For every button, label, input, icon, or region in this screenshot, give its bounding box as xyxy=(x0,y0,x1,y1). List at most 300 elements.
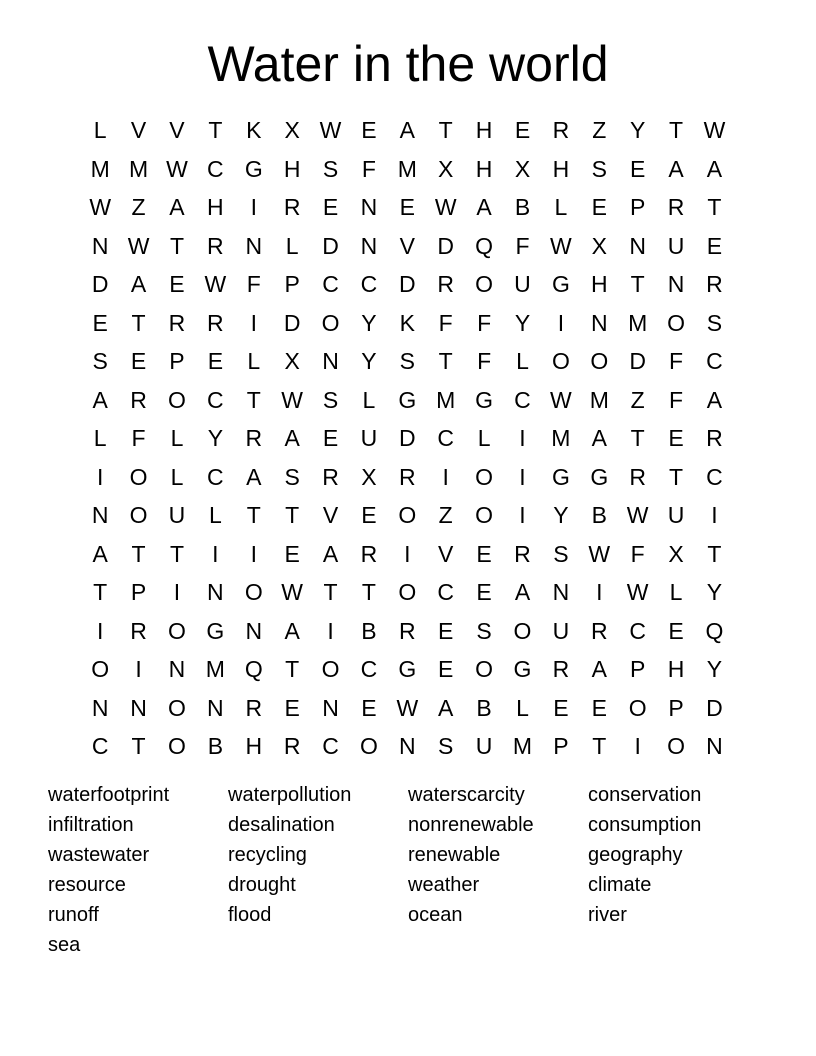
grid-letter[interactable]: W xyxy=(166,155,188,182)
grid-letter[interactable]: A xyxy=(438,694,454,721)
grid-letter[interactable]: E xyxy=(438,617,454,644)
grid-letter[interactable]: C xyxy=(514,386,531,413)
grid-letter[interactable]: I xyxy=(250,194,257,220)
grid-letter[interactable]: I xyxy=(97,617,104,644)
grid-letter[interactable]: O xyxy=(168,386,186,413)
grid-letter[interactable]: R xyxy=(168,309,186,336)
grid-letter[interactable]: Y xyxy=(207,425,224,451)
grid-letter[interactable]: Z xyxy=(438,502,453,528)
grid-letter[interactable]: P xyxy=(169,348,185,374)
grid-letter[interactable]: A xyxy=(591,656,607,682)
grid-letter[interactable]: O xyxy=(129,463,148,490)
grid-letter[interactable]: F xyxy=(438,309,453,336)
grid-letter[interactable]: E xyxy=(361,694,377,721)
grid-letter[interactable]: L xyxy=(554,194,568,220)
grid-letter[interactable]: T xyxy=(669,463,684,490)
grid-letter[interactable]: T xyxy=(361,579,376,605)
grid-letter[interactable]: C xyxy=(629,617,646,644)
grid-letter[interactable]: L xyxy=(208,502,222,528)
grid-letter[interactable]: G xyxy=(398,386,417,413)
grid-letter[interactable]: Y xyxy=(514,309,531,336)
grid-letter[interactable]: T xyxy=(131,309,146,336)
grid-letter[interactable]: E xyxy=(361,117,377,143)
grid-letter[interactable]: C xyxy=(360,656,378,682)
grid-letter[interactable]: N xyxy=(706,733,723,759)
grid-letter[interactable]: T xyxy=(208,117,223,143)
grid-letter[interactable]: A xyxy=(169,194,185,220)
grid-letter[interactable]: M xyxy=(205,656,225,682)
grid-letter[interactable]: C xyxy=(91,733,109,759)
grid-letter[interactable]: M xyxy=(628,309,648,336)
grid-letter[interactable]: H xyxy=(475,117,493,143)
grid-letter[interactable]: N xyxy=(91,502,109,528)
grid-letter[interactable]: T xyxy=(131,540,146,567)
grid-letter[interactable]: E xyxy=(553,694,569,721)
grid-letter[interactable]: W xyxy=(703,117,726,143)
grid-letter[interactable]: O xyxy=(475,502,494,528)
grid-letter[interactable]: N xyxy=(360,232,378,259)
grid-letter[interactable]: O xyxy=(129,502,148,528)
grid-letter[interactable]: W xyxy=(319,117,342,143)
grid-letter[interactable]: I xyxy=(519,425,526,451)
grid-letter[interactable]: Q xyxy=(705,617,724,644)
grid-letter[interactable]: O xyxy=(398,502,417,528)
grid-letter[interactable]: Y xyxy=(706,579,723,605)
grid-letter[interactable]: A xyxy=(92,540,108,567)
grid-letter[interactable]: W xyxy=(626,502,649,528)
grid-letter[interactable]: C xyxy=(322,271,339,297)
grid-letter[interactable]: W xyxy=(127,232,150,259)
grid-letter[interactable]: I xyxy=(634,733,641,759)
grid-letter[interactable]: F xyxy=(669,348,684,374)
word-bank-item: climate xyxy=(588,874,652,896)
grid-letter[interactable]: L xyxy=(247,348,261,374)
grid-letter[interactable]: X xyxy=(284,348,300,374)
grid-letter[interactable]: I xyxy=(519,502,526,528)
grid-letter[interactable]: G xyxy=(590,463,609,490)
grid-letter[interactable]: W xyxy=(204,271,227,297)
grid-letter[interactable]: F xyxy=(477,309,492,336)
grid-letter[interactable]: T xyxy=(169,540,184,567)
grid-letter[interactable]: F xyxy=(361,155,376,182)
grid-letter[interactable]: E xyxy=(399,194,415,220)
grid-row xyxy=(81,150,734,189)
grid-letter[interactable]: S xyxy=(284,463,300,490)
grid-letter[interactable]: M xyxy=(436,386,456,413)
grid-letter[interactable]: O xyxy=(168,694,186,721)
grid-letter[interactable]: A xyxy=(130,271,147,297)
grid-letter[interactable]: A xyxy=(706,155,723,182)
grid-letter[interactable]: C xyxy=(360,271,378,297)
grid-letter[interactable]: Y xyxy=(629,117,646,143)
grid-letter[interactable]: A xyxy=(322,540,339,567)
grid-letter[interactable]: G xyxy=(244,155,263,182)
grid-letter[interactable]: E xyxy=(284,694,300,721)
grid-letter[interactable]: I xyxy=(173,579,181,605)
grid-letter[interactable]: C xyxy=(322,733,339,759)
grid-row xyxy=(81,265,734,304)
grid-letter[interactable]: E xyxy=(591,694,607,721)
grid-letter[interactable]: R xyxy=(706,425,723,451)
grid-letter[interactable]: E xyxy=(476,540,492,567)
grid-letter[interactable]: N xyxy=(245,232,263,259)
grid-letter[interactable]: O xyxy=(667,733,685,759)
grid-letter[interactable]: V xyxy=(169,117,185,143)
grid-letter[interactable]: N xyxy=(322,694,339,721)
grid-letter[interactable]: E xyxy=(322,194,339,220)
grid-letter[interactable]: A xyxy=(284,617,300,644)
grid-letter[interactable]: I xyxy=(212,540,219,567)
grid-letter[interactable]: R xyxy=(437,271,455,297)
grid-row xyxy=(81,419,734,458)
grid-letter[interactable]: R xyxy=(399,463,416,490)
grid-letter[interactable]: N xyxy=(322,348,339,374)
grid-letter[interactable]: L xyxy=(477,425,491,451)
grid-letter[interactable]: B xyxy=(361,617,377,644)
grid-letter[interactable]: O xyxy=(590,348,609,374)
grid-letter[interactable]: W xyxy=(281,579,303,605)
grid-letter[interactable]: W xyxy=(89,194,112,220)
grid-letter[interactable]: U xyxy=(667,502,685,528)
grid-letter[interactable]: E xyxy=(591,194,607,220)
grid-letter[interactable]: N xyxy=(399,733,416,759)
grid-letter[interactable]: T xyxy=(630,425,645,451)
grid-letter[interactable]: H xyxy=(590,271,608,297)
grid-letter[interactable]: V xyxy=(322,502,339,528)
word-bank-item: waterpollution xyxy=(228,784,352,806)
grid-letter[interactable]: P xyxy=(629,656,646,682)
grid-letter[interactable]: W xyxy=(588,540,611,567)
grid-letter[interactable]: O xyxy=(321,309,340,336)
grid-letter[interactable]: E xyxy=(476,579,492,605)
grid-letter[interactable]: Y xyxy=(361,348,377,374)
grid-letter[interactable]: R xyxy=(207,309,224,336)
grid-letter[interactable]: W xyxy=(550,232,572,259)
grid-letter[interactable]: A xyxy=(476,194,492,220)
grid-letter[interactable]: O xyxy=(168,733,186,759)
grid-letter[interactable]: U xyxy=(168,502,186,528)
grid-letter[interactable]: E xyxy=(668,425,684,451)
grid-letter[interactable]: E xyxy=(322,425,339,451)
grid-letter[interactable]: N xyxy=(552,579,570,605)
grid-letter[interactable]: H xyxy=(552,155,570,182)
grid-letter[interactable]: G xyxy=(398,656,417,682)
grid-letter[interactable]: R xyxy=(590,617,608,644)
grid-letter[interactable]: N xyxy=(629,232,646,259)
grid-letter[interactable]: V xyxy=(399,232,415,259)
grid-letter[interactable]: R xyxy=(283,194,301,220)
grid-letter[interactable]: L xyxy=(362,386,376,413)
grid-letter[interactable]: I xyxy=(97,463,104,490)
grid-letter[interactable]: F xyxy=(477,348,492,374)
grid-letter[interactable]: D xyxy=(283,309,301,336)
grid-letter[interactable]: P xyxy=(629,194,646,220)
grid-letter[interactable]: A xyxy=(284,425,300,451)
grid-letter[interactable]: R xyxy=(245,694,263,721)
grid-letter[interactable]: O xyxy=(475,656,494,682)
grid-letter[interactable]: D xyxy=(322,232,339,259)
grid-row xyxy=(81,727,734,766)
grid-letter[interactable]: W xyxy=(281,386,303,413)
grid-letter[interactable]: U xyxy=(667,232,685,259)
grid-letter[interactable]: B xyxy=(514,194,531,220)
grid-letter[interactable]: A xyxy=(591,425,607,451)
grid-letter[interactable]: T xyxy=(707,540,722,567)
grid-letter[interactable]: T xyxy=(285,502,300,528)
grid-letter[interactable]: H xyxy=(475,155,493,182)
grid-letter[interactable]: S xyxy=(553,540,569,567)
grid-letter[interactable]: F xyxy=(669,386,684,413)
grid-letter[interactable]: R xyxy=(399,617,416,644)
grid-letter[interactable]: E xyxy=(169,271,185,297)
grid-letter[interactable]: W xyxy=(626,579,649,605)
grid-letter[interactable]: F xyxy=(630,540,645,567)
grid-letter[interactable]: E xyxy=(438,656,454,682)
grid-letter[interactable]: E xyxy=(92,309,108,336)
grid-letter[interactable]: S xyxy=(92,348,108,374)
grid-letter[interactable]: S xyxy=(399,348,415,374)
grid-letter[interactable]: I xyxy=(250,540,257,567)
grid-letter[interactable]: E xyxy=(629,155,646,182)
grid-letter[interactable]: N xyxy=(91,232,109,259)
grid-letter[interactable]: A xyxy=(706,386,723,413)
grid-letter[interactable]: L xyxy=(285,232,299,259)
grid-letter[interactable]: O xyxy=(475,271,494,297)
grid-letter[interactable]: I xyxy=(442,463,449,490)
grid-letter[interactable]: E xyxy=(130,348,147,374)
grid-letter[interactable]: T xyxy=(323,579,338,605)
grid-letter[interactable]: E xyxy=(514,117,531,143)
grid-letter[interactable]: V xyxy=(438,540,454,567)
grid-letter[interactable]: U xyxy=(475,733,493,759)
grid-letter[interactable]: T xyxy=(169,232,184,259)
grid-letter[interactable]: I xyxy=(135,656,142,682)
grid-letter[interactable]: Z xyxy=(592,117,607,143)
grid-letter[interactable]: U xyxy=(552,617,570,644)
grid-letter[interactable]: I xyxy=(327,617,334,644)
grid-letter[interactable]: S xyxy=(476,617,492,644)
grid-letter[interactable]: O xyxy=(551,348,570,374)
grid-letter[interactable]: D xyxy=(706,694,723,721)
grid-letter[interactable]: Y xyxy=(361,309,377,336)
grid-letter[interactable]: X xyxy=(514,155,531,182)
grid-letter[interactable]: L xyxy=(516,694,529,721)
grid-letter[interactable]: W xyxy=(396,694,419,721)
grid-letter[interactable]: S xyxy=(591,155,607,182)
grid-letter[interactable]: M xyxy=(90,155,110,182)
grid-letter[interactable]: C xyxy=(437,579,455,605)
grid-row xyxy=(81,612,734,651)
grid-letter[interactable]: Y xyxy=(706,656,723,682)
grid-letter[interactable]: V xyxy=(130,117,147,143)
grid-letter[interactable]: G xyxy=(206,617,225,644)
grid-letter[interactable]: Y xyxy=(553,502,569,528)
grid-letter[interactable]: O xyxy=(475,463,494,490)
grid-letter[interactable]: D xyxy=(399,425,416,451)
grid-letter[interactable]: D xyxy=(399,271,416,297)
grid-letter[interactable]: E xyxy=(668,617,684,644)
word-bank-item: ocean xyxy=(408,904,463,926)
grid-letter[interactable]: D xyxy=(437,232,455,259)
grid-letter[interactable]: B xyxy=(476,694,492,721)
grid-letter[interactable]: A xyxy=(246,463,262,490)
grid-letter[interactable]: R xyxy=(552,656,570,682)
grid-letter[interactable]: S xyxy=(322,386,339,413)
grid-letter[interactable]: M xyxy=(397,155,417,182)
grid-letter[interactable]: E xyxy=(207,348,224,374)
grid-letter[interactable]: H xyxy=(245,733,263,759)
grid-letter[interactable]: L xyxy=(669,579,683,605)
grid-letter[interactable]: G xyxy=(551,271,570,297)
grid-letter[interactable]: R xyxy=(283,733,301,759)
grid-letter[interactable]: O xyxy=(667,309,685,336)
grid-letter[interactable]: A xyxy=(92,386,108,413)
grid-letter[interactable]: C xyxy=(706,463,723,490)
grid-letter[interactable]: S xyxy=(706,309,723,336)
grid-letter[interactable]: P xyxy=(284,271,300,297)
grid-letter[interactable]: O xyxy=(513,617,532,644)
grid-letter[interactable]: T xyxy=(592,733,607,759)
grid-letter[interactable]: N xyxy=(91,694,109,721)
grid-letter[interactable]: O xyxy=(91,656,110,682)
grid-letter[interactable]: I xyxy=(250,309,257,336)
grid-letter[interactable]: B xyxy=(591,502,607,528)
grid-letter[interactable]: E xyxy=(361,502,377,528)
grid-letter[interactable]: G xyxy=(475,386,494,413)
grid-letter[interactable]: B xyxy=(207,733,224,759)
grid-letter[interactable]: O xyxy=(398,579,417,605)
grid-letter[interactable]: A xyxy=(399,117,415,143)
grid-letter[interactable]: K xyxy=(246,117,262,143)
grid-letter[interactable]: L xyxy=(516,348,529,374)
grid-letter[interactable]: E xyxy=(284,540,300,567)
grid-letter[interactable]: Q xyxy=(475,232,494,259)
grid-letter[interactable]: M xyxy=(551,425,571,451)
grid-letter[interactable]: T xyxy=(669,117,684,143)
grid-letter[interactable]: I xyxy=(404,540,411,567)
grid-letter[interactable]: X xyxy=(361,463,377,490)
grid-letter[interactable]: R xyxy=(245,425,263,451)
grid-letter[interactable]: M xyxy=(589,386,609,413)
grid-letter[interactable]: R xyxy=(322,463,339,490)
grid-row xyxy=(81,496,734,535)
grid-letter[interactable]: M xyxy=(129,155,149,182)
grid-letter[interactable]: N xyxy=(590,309,608,336)
grid-letter[interactable]: T xyxy=(285,656,300,682)
grid-letter[interactable]: C xyxy=(207,155,224,182)
grid-letter[interactable]: F xyxy=(246,271,261,297)
grid-letter[interactable]: Q xyxy=(244,656,263,682)
grid-letter[interactable]: N xyxy=(130,694,147,721)
grid-letter[interactable]: L xyxy=(170,463,184,490)
grid-letter[interactable]: S xyxy=(322,155,339,182)
grid-letter[interactable]: G xyxy=(551,463,570,490)
grid-letter[interactable]: H xyxy=(283,155,301,182)
grid-letter[interactable]: F xyxy=(515,232,530,259)
word-bank-item: weather xyxy=(408,874,480,896)
grid-letter[interactable]: O xyxy=(628,694,647,721)
grid-letter[interactable]: A xyxy=(514,579,531,605)
grid-letter[interactable]: X xyxy=(438,155,454,182)
grid-letter[interactable]: T xyxy=(246,386,261,413)
grid-letter[interactable]: N xyxy=(667,271,685,297)
grid-letter[interactable]: P xyxy=(130,579,147,605)
grid-letter[interactable]: T xyxy=(438,117,453,143)
grid-letter[interactable]: D xyxy=(629,348,646,374)
grid-letter[interactable]: R xyxy=(360,540,378,567)
grid-letter[interactable]: K xyxy=(399,309,415,336)
grid-letter[interactable]: R xyxy=(514,540,531,567)
grid-letter[interactable]: W xyxy=(550,386,572,413)
grid-letter[interactable]: F xyxy=(131,425,146,451)
grid-letter[interactable]: N xyxy=(207,694,224,721)
grid-row xyxy=(81,342,734,381)
grid-letter[interactable]: C xyxy=(706,348,723,374)
grid-letter[interactable]: L xyxy=(170,425,184,451)
grid-letter[interactable]: C xyxy=(207,463,224,490)
grid-letter[interactable]: H xyxy=(667,656,685,682)
grid-letter[interactable]: S xyxy=(438,733,454,759)
grid-letter[interactable]: X xyxy=(284,117,300,143)
grid-letter[interactable]: P xyxy=(553,733,569,759)
grid-letter[interactable]: W xyxy=(434,194,457,220)
grid-letter[interactable]: H xyxy=(207,194,224,220)
grid-letter[interactable]: A xyxy=(668,155,684,182)
grid-letter[interactable]: T xyxy=(131,733,146,759)
grid-letter[interactable]: I xyxy=(557,309,565,336)
grid-letter[interactable]: R xyxy=(667,194,685,220)
grid-letter[interactable]: R xyxy=(130,386,147,413)
grid-letter[interactable]: R xyxy=(706,271,723,297)
grid-letter[interactable]: O xyxy=(359,733,378,759)
grid-letter[interactable]: T xyxy=(630,271,645,297)
grid-letter[interactable]: N xyxy=(245,617,263,644)
grid-letter[interactable]: N xyxy=(168,656,186,682)
grid-letter[interactable]: R xyxy=(130,617,147,644)
grid-letter[interactable]: E xyxy=(706,232,723,259)
grid-letter[interactable]: D xyxy=(91,271,109,297)
grid-letter[interactable]: P xyxy=(668,694,684,721)
grid-letter[interactable]: C xyxy=(207,386,224,413)
grid-letter[interactable]: G xyxy=(513,656,532,682)
grid-letter[interactable]: X xyxy=(668,540,684,567)
grid-letter[interactable]: R xyxy=(629,463,646,490)
grid-letter[interactable]: I xyxy=(519,463,526,490)
grid-letter[interactable]: T xyxy=(707,194,722,220)
grid-letter[interactable]: O xyxy=(244,579,263,605)
grid-letter[interactable]: L xyxy=(93,117,107,143)
grid-letter[interactable]: X xyxy=(591,232,607,259)
grid-letter[interactable]: T xyxy=(438,348,453,374)
grid-letter[interactable]: U xyxy=(360,425,378,451)
grid-letter[interactable]: I xyxy=(596,579,603,605)
grid-letter[interactable]: U xyxy=(514,271,531,297)
grid-letter[interactable]: I xyxy=(711,502,718,528)
grid-letter[interactable]: O xyxy=(321,656,340,682)
grid-letter[interactable]: N xyxy=(207,579,224,605)
grid-letter[interactable]: C xyxy=(437,425,455,451)
grid-letter[interactable]: Z xyxy=(630,386,645,413)
grid-letter[interactable]: R xyxy=(207,232,224,259)
grid-letter[interactable]: M xyxy=(512,733,533,759)
grid-letter[interactable]: L xyxy=(93,425,107,451)
grid-letter[interactable]: Z xyxy=(131,194,146,220)
grid-letter[interactable]: O xyxy=(168,617,186,644)
grid-letter[interactable]: R xyxy=(552,117,570,143)
grid-letter[interactable]: N xyxy=(360,194,378,220)
grid-letter[interactable]: T xyxy=(246,502,261,528)
grid-letter[interactable]: T xyxy=(93,579,108,605)
